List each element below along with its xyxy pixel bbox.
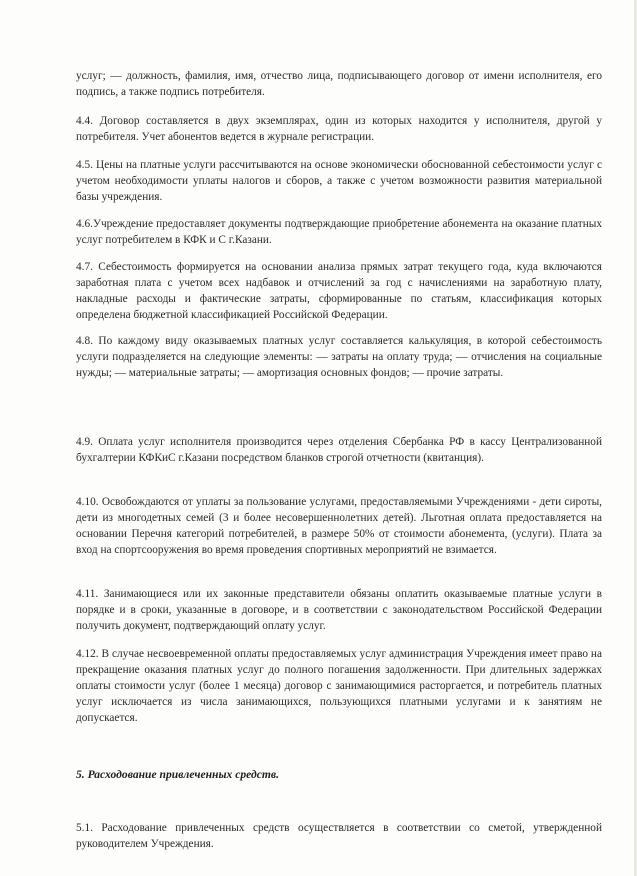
paragraph-4-10: 4.10. Освобождаются от уплаты за пользование услугами, предоставляемыми Учреждениями - дети сироты, дети из многодетных семей (3 и более несовершеннолетних детей). Льготная оплата предоставляется на основании Перечня категорий потребителей, в размере 50% от стоимости абонемента, (услуги). Плата за вход на спортсооружения во время проведения спортивных мероприятий не взимается. [76, 496, 602, 556]
paragraph-4-3-continuation: услуг; — должность, фамилия, имя, отчество лица, подписывающего договор от имени исполнителя, его подпись, а также подпись потребителя. [76, 70, 602, 98]
paragraph-4-8: 4.8. По каждому виду оказываемых платных услуг составляется калькуляция, в которой себестоимость услуги подразделяется на следующие элементы: — затраты на оплату труда; — отчисления на социальные нужды; — материальные затраты; — амортизация основных фондов; — прочие затраты. [76, 335, 602, 379]
paragraph-4-7: 4.7. Себестоимость формируется на основании анализа прямых затрат текущего года, куда включаются заработная плата с учетом всех надбавок и отчислений за год с начислениями на заработную плату, накладные расходы и фактические затраты, сформированные по статьям, классификация которых определена бюджетной классификацией Российской Федерации. [76, 261, 602, 321]
paragraph-4-5: 4.5. Цены на платные услуги рассчитываются на основе экономически обоснованной себестоимости услуг с учетом необходимости уплаты налогов и сборов, а также с учетом возможности развития материальной базы учреждения. [76, 159, 602, 203]
paragraph-4-6: 4.6.Учреждение предоставляет документы подтверждающие приобретение абонемента на оказание платных услуг потребителем в КФК и С г.Казани. [76, 218, 602, 246]
paragraph-4-4: 4.4. Договор составляется в двух экземплярах, один из которых находится у исполнителя, другой у потребителя. Учет абонентов ведется в журнале регистрации. [76, 115, 602, 143]
paragraph-4-9: 4.9. Оплата услуг исполнителя производится через отделения Сбербанка РФ в кассу Централизованной бухгалтерии КФКиС г.Казани посредством бланков строгой отчетности (квитанция). [76, 436, 602, 464]
paragraph-4-11: 4.11. Занимающиеся или их законные представители обязаны оплатить оказываемые платные услуги в порядке и в сроки, указанные в договоре, и в соответствии с законодательством Российской Федерации получить документ, подтверждающий оплату услуг. [76, 588, 602, 632]
paragraph-5-1: 5.1. Расходование привлеченных средств осуществляется в соответствии со сметой, утвержденной руководителем Учреждения. [76, 822, 602, 850]
paragraph-4-12: 4.12. В случае несвоевременной оплаты предоставляемых услуг администрация Учреждения имеет право на прекращение оказания платных услуг до полного погашения задолженности. При длительных задержках оплаты стоимости услуг (более 1 месяца) договор с занимающимися расторгается, и потребитель платных услуг исключается из числа занимающихся, пользующихся платными услугами и к занятиям не допускается. [76, 648, 602, 724]
section-5-heading: 5. Расходование привлеченных средств. [76, 768, 280, 781]
